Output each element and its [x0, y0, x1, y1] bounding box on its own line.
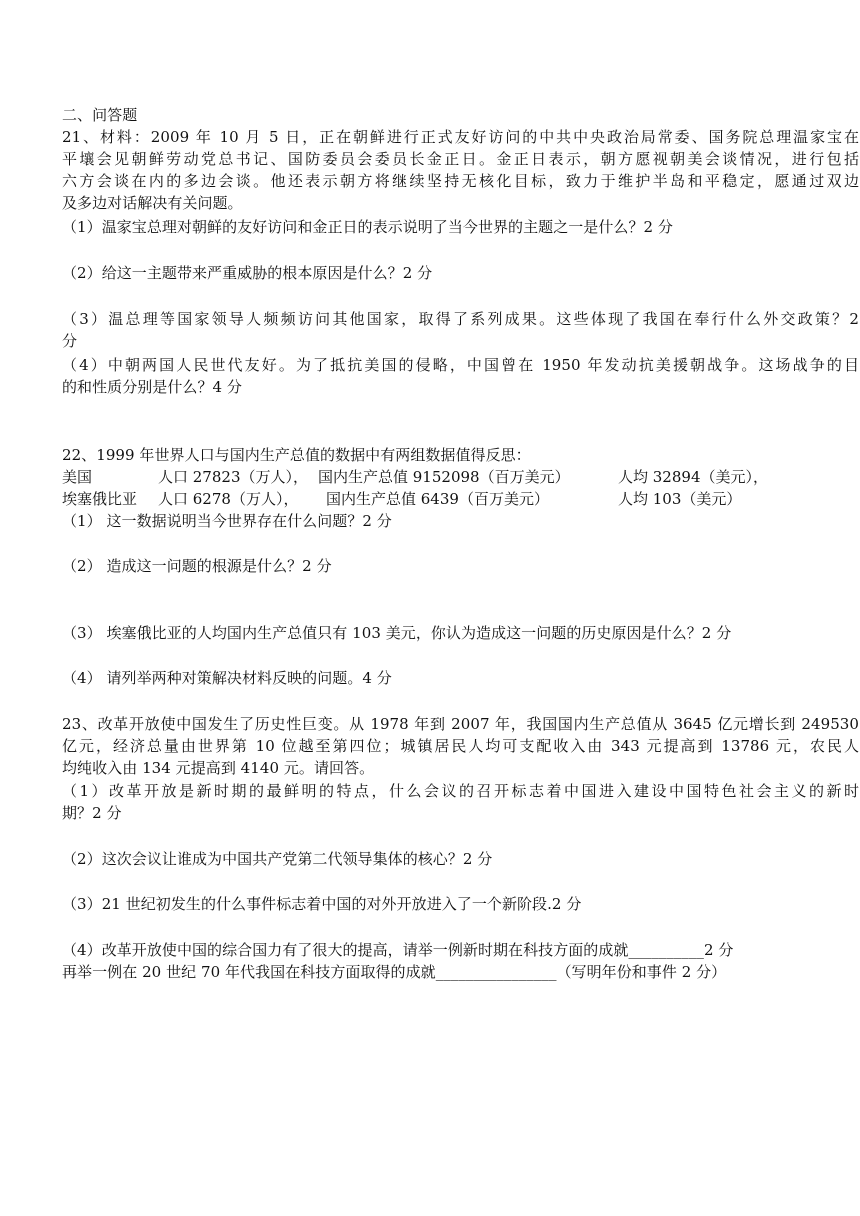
q23-material-line-3: 均纯收入由 134 元提高到 4140 元。请回答。	[62, 759, 375, 777]
q21-material-line-1: 21、材料：2009 年 10 月 5 日，正在朝鲜进行正式友好访问的中共中央政治局常委、国务院总理温家宝在	[62, 128, 859, 146]
q23-subquestion-4-cont: 再举一例在 20 世纪 70 年代我国在科技方面取得的成就________________（写明年份和事件 2 分）	[62, 963, 727, 981]
q21-subquestion-2: （2）给这一主题带来严重威胁的根本原因是什么？2 分	[62, 264, 433, 282]
q22-subquestion-3: （3） 埃塞俄比亚的人均国内生产总值只有 103 美元，你认为造成这一问题的历史原因是什么？2 分	[62, 624, 732, 642]
q23-material-line-1: 23、改革开放使中国发生了历史性巨变。从 1978 年到 2007 年，我国国内生产总值从 3645 亿元增长到 249530	[62, 715, 859, 733]
q21-subquestion-4-cont: 的和性质分别是什么？4 分	[62, 378, 242, 396]
q23-subquestion-2: （2）这次会议让谁成为中国共产党第二代领导集体的核心？2 分	[62, 850, 493, 868]
q21-subquestion-3: （3）温总理等国家领导人频频访问其他国家，取得了系列成果。这些体现了我国在奉行什么外交政策？2	[62, 310, 859, 328]
q23-subquestion-1: （1）改革开放是新时期的最鲜明的特点，什么会议的召开标志着中国进入建设中国特色社会主义的新时	[62, 782, 859, 800]
q23-subquestion-1-cont: 期？2 分	[62, 804, 122, 822]
q22-gdp: 国内生产总值 9152098（百万美元）	[318, 468, 570, 486]
q22-gdp: 国内生产总值 6439（百万美元）	[326, 490, 549, 508]
q22-country: 美国	[62, 468, 93, 486]
q21-material-line-2: 平壤会见朝鲜劳动党总书记、国防委员会委员长金正日。金正日表示，朝方愿视朝美会谈情况，进行包括	[62, 150, 859, 168]
q22-per-capita: 人均 103（美元）	[618, 490, 742, 508]
q22-subquestion-4: （4） 请列举两种对策解决材料反映的问题。4 分	[62, 669, 392, 687]
q22-population: 人口 27823（万人），	[158, 468, 308, 486]
q22-per-capita: 人均 32894（美元），	[618, 468, 768, 486]
q22-subquestion-2: （2） 造成这一问题的根源是什么？2 分	[62, 557, 332, 575]
section-heading: 二、问答题	[62, 106, 138, 124]
q21-subquestion-4: （4）中朝两国人民世代友好。为了抵抗美国的侵略，中国曾在 1950 年发动抗美援朝战争。这场战争的目	[62, 356, 859, 374]
q22-country: 埃塞俄比亚	[62, 490, 138, 508]
q21-material-line-4: 及多边对话解决有关问题。	[62, 194, 243, 212]
q22-subquestion-1: （1） 这一数据说明当今世界存在什么问题？2 分	[62, 512, 392, 530]
q21-subquestion-3-cont: 分	[62, 332, 78, 350]
q21-material-line-3: 六方会谈在内的多边会谈。他还表示朝方将继续坚持无核化目标，致力于维护半岛和平稳定，愿通过双边	[62, 172, 859, 190]
q23-subquestion-4: （4）改革开放使中国的综合国力有了很大的提高，请举一例新时期在科技方面的成就__________2 分	[62, 941, 734, 959]
q23-subquestion-3: （3）21 世纪初发生的什么事件标志着中国的对外开放进入了一个新阶段.2 分	[62, 895, 582, 913]
q22-intro: 22、1999 年世界人口与国内生产总值的数据中有两组数据值得反思：	[62, 446, 531, 464]
q21-subquestion-1: （1）温家宝总理对朝鲜的友好访问和金正日的表示说明了当今世界的主题之一是什么？2 分	[62, 218, 673, 236]
q22-population: 人口 6278（万人），	[158, 490, 299, 508]
q23-material-line-2: 亿元，经济总量由世界第 10 位越至第四位；城镇居民人均可支配收入由 343 元提高到 13786 元，农民人	[62, 737, 859, 755]
